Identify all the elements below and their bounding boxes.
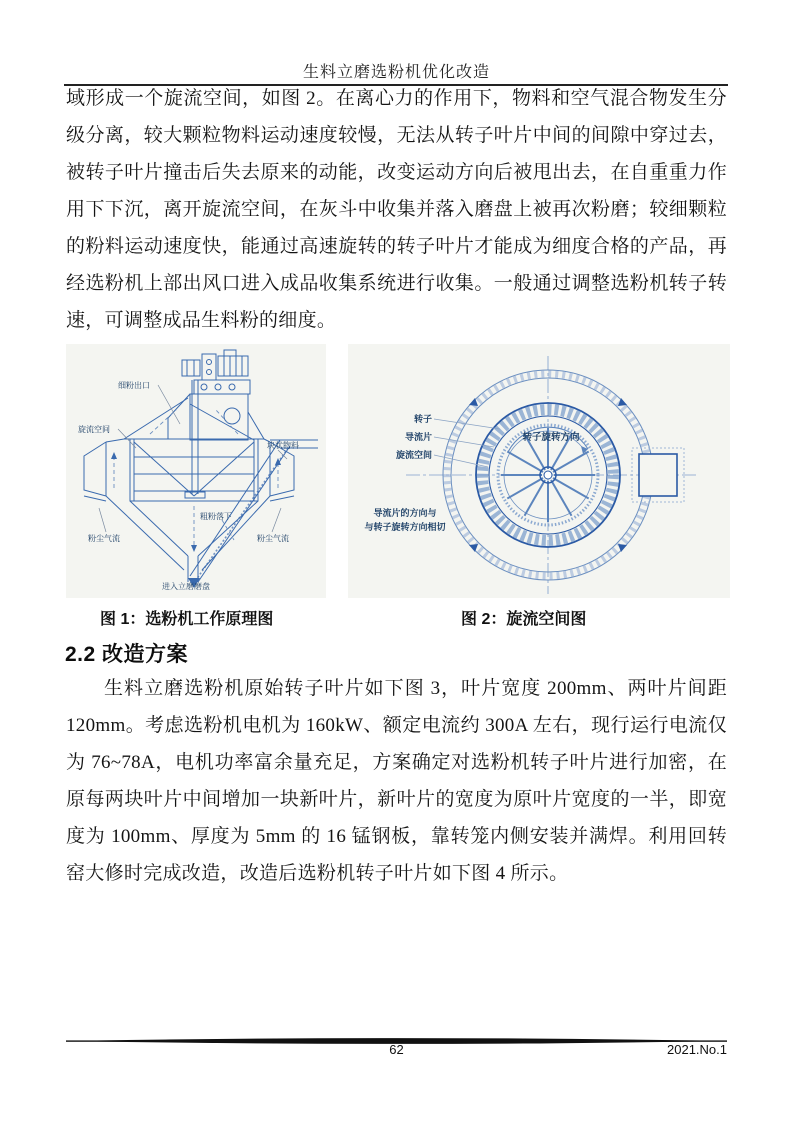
figure-2-caption: 图 2：旋流空间图 — [461, 611, 587, 628]
fig1-label-swirl-space: 旋流空间 — [78, 425, 110, 434]
fig2-label-rotor: 转子 — [413, 414, 432, 424]
fig2-label-swirl-space: 旋流空间 — [395, 450, 432, 460]
fig2-label-guide-vane: 导流片 — [404, 432, 432, 442]
figure-1-classifier-principle — [66, 344, 326, 598]
figure-1-caption: 图 1：选粉机工作原理图 — [100, 611, 274, 628]
fig1-label-coarse-powder-falls: 粗粉落下 — [200, 512, 232, 521]
page-number: 62 — [389, 1042, 404, 1057]
fig1-label-fine-powder-outlet: 细粉出口 — [118, 381, 150, 390]
paragraph-modification-plan: 生料立磨选粉机原始转子叶片如下图 3，叶片宽度 200mm、两叶片间距 120mm。考虑选粉机电机为 160kW、额定电流约 300A 左右，现行运行电流仅为 76~78A，电机功率富余量充足，方案确定对选粉机转子叶片进行加密，在原每两块叶片中间增加一块新叶片，新叶片的宽度为原叶片宽度的一半，即宽度为 100mm、厚度为 5mm 的 16 锰钢板，靠转笼内侧安装并满焊。利用回转窑大修时完成改造，改造后选粉机转子叶片如下图 4 所示。 — [66, 678, 727, 884]
leader-lines — [99, 385, 287, 532]
page-header-title: 生料立磨选粉机优化改造 — [302, 64, 490, 81]
fig2-label-tangent-note-1: 导流片的方向与 — [373, 508, 437, 518]
issue-label: 2021.No.1 — [667, 1042, 727, 1057]
figure-2-diagram — [348, 344, 730, 598]
figure-1-diagram — [66, 344, 326, 598]
section-heading-2-2: 2.2 改造方案 — [65, 643, 189, 666]
fig2-label-rotation-direction: 转子旋转方向 — [522, 432, 580, 443]
fig1-label-dust-airflow-right: 粉尘气流 — [257, 534, 289, 543]
fig1-label-lump-material: 块状物料 — [267, 441, 299, 450]
fig2-label-tangent-note-2: 与转子旋转方向相切 — [364, 522, 446, 532]
paragraph-working-principle: 域形成一个旋流空间，如图 2。在离心力的作用下，物料和空气混合物发生分级分离，较大颗粒物料运动速度较慢，无法从转子叶片中间的间隙中穿过去，被转子叶片撞击后失去原来的动能，改变运动方向后被甩出去，在自重重力作用下下沉，离开旋流空间，在灰斗中收集并落入磨盘上被再次粉磨；较细颗粒的粉料运动速度快，能通过高速旋转的转子叶片才能成为细度合格的产品，再经选粉机上部出风口进入成品收集系统进行收集。一般通过调整选粉机转子转速，可调整成品生料粉的细度。 — [66, 88, 727, 331]
fig1-label-enter-mill-table: 进入立磨磨盘 — [162, 582, 210, 591]
figure-2-swirl-space — [348, 344, 730, 598]
right-duct — [632, 448, 684, 502]
fig1-label-dust-airflow-left: 粉尘气流 — [88, 534, 120, 543]
